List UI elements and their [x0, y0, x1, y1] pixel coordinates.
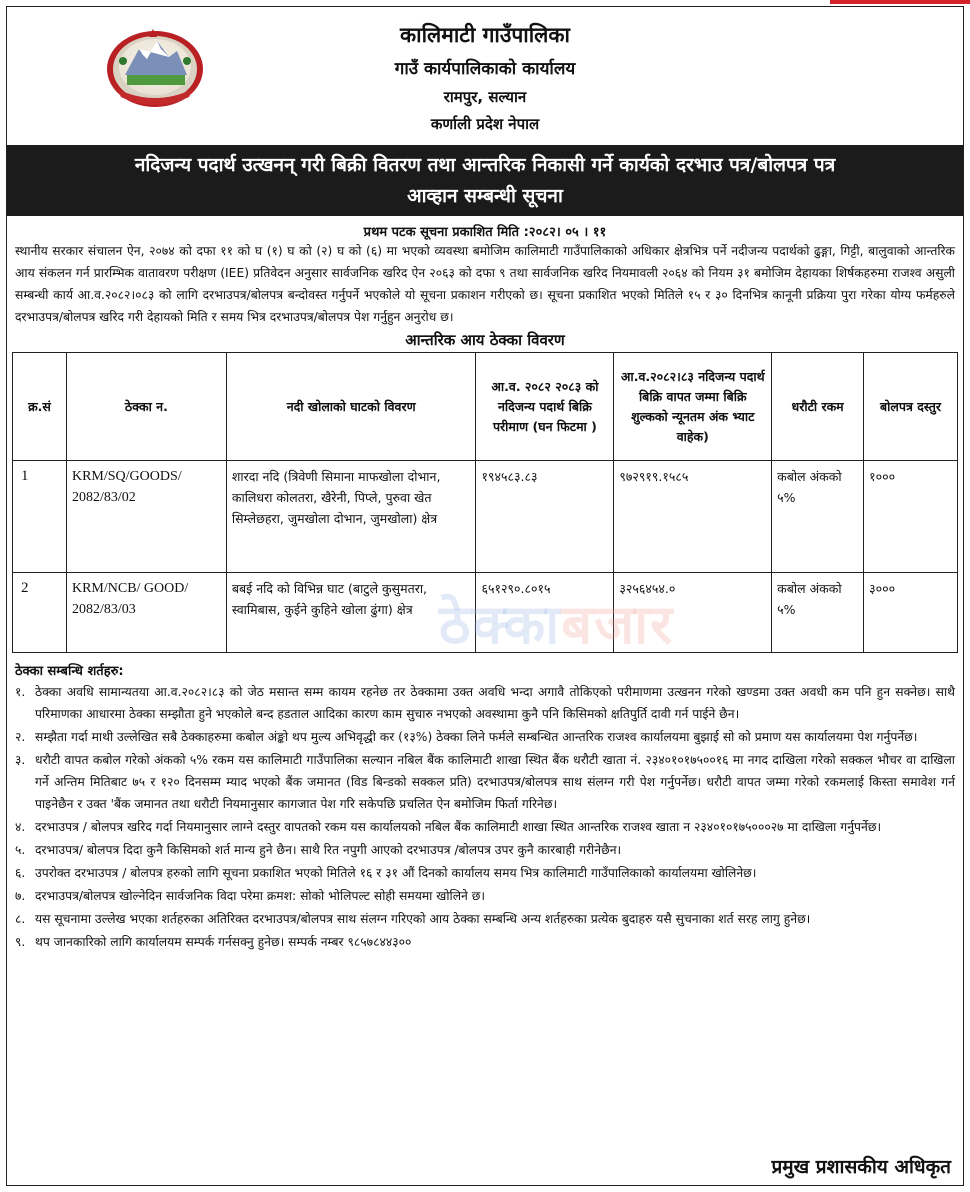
term-text: दरभाउपत्र/बोलपत्र खोल्नेदिन सार्वजनिक विदा परेमा क्रमश: सोको भोलिपल्ट सोही समयमा खोलिने छ।	[35, 889, 486, 903]
row-description: शारदा नदि (त्रिवेणी सिमाना माफखोला दोभान, कालिधरा कोलतरा, खैरेनी, पिप्ले, पुरुवा खेत सिम्लेछहरा, जुमखोला दोभान, जुमखोला) क्षेत्र	[226, 461, 476, 573]
header-contract-no: ठेक्का न.	[66, 353, 226, 461]
term-text: यस सूचनामा उल्लेख भएका शर्तहरुका अतिरिक्त दरभाउपत्र/बोलपत्र साथ संलग्न गरिएको आय ठेक्का सम्बन्धि अन्य शर्तहरुका प्रत्येक बुदाहरु यसै सुचनाका शर्त सरह लागु हुनेछ।	[35, 912, 811, 926]
term-item	[15, 749, 955, 815]
term-marker: ५.	[15, 843, 26, 857]
terms-list	[7, 681, 963, 953]
term-item	[15, 839, 955, 861]
row-sn: 2	[13, 573, 67, 653]
header-description: नदी खोलाको घाटको विवरण	[226, 353, 476, 461]
watermark-part2: बजार	[561, 593, 675, 656]
term-marker: ८.	[15, 912, 26, 926]
row-sn: 1	[13, 461, 67, 573]
term-text: थप जानकारिको लागि कार्यालयम सम्पर्क गर्नसक्नु हुनेछ। सम्पर्क नम्बर ९८५७८४४३००	[35, 935, 412, 949]
province-name: कर्णाली प्रदेश नेपाल	[430, 115, 540, 133]
row-deposit: कबोल अंकको ५%	[772, 461, 864, 573]
row-quantity: ६५१२९०.८०१५	[476, 573, 614, 653]
term-marker: ९.	[15, 935, 26, 949]
org-name: कालिमाटी गाउँपालिका	[400, 23, 570, 47]
row-contract-no: KRM/NCB/ GOOD/ 2082/83/03	[66, 573, 226, 653]
row-fee: १०००	[864, 461, 958, 573]
table-row	[13, 461, 958, 573]
notice-page	[6, 6, 964, 1186]
term-item	[15, 885, 955, 907]
office-address: रामपुर, सल्यान	[443, 88, 527, 106]
term-marker: २.	[15, 730, 26, 744]
row-fee: ३०००	[864, 573, 958, 653]
header-deposit: धरौटी रकम	[772, 353, 864, 461]
header-quantity: आ.व. २०८२ २०८३ को नदिजन्य पदार्थ बिक्रि परीमाण (घन फिटमा )	[476, 353, 614, 461]
office-name: गाउँ कार्यपालिकाको कार्यालय	[394, 59, 576, 79]
terms-heading: ठेक्का सम्बन्धि शर्तहरु:	[15, 664, 124, 679]
term-text: ठेक्का अवधि सामान्यतया आ.व.२०८२।८३ को जेठ मसान्त सम्म कायम रहनेछ तर ठेक्कामा उक्त अवधि भन्दा अगावै तोकिएको परीमाणमा उत्खनन गरेको खण्डमा उक्त अवधी कम पनि हुन सक्नेछ। साथै परिमाणका आधारमा ठेक्का सम्झौता हुने भएकोले बन्द हडताल आदिका कारण काम सुचारु नभएको अवस्थामा कुनै पनि किसिमको क्षतिपुर्ति दावी गर्न पाईने छैन।	[35, 685, 955, 721]
row-contract-no: KRM/SQ/GOODS/ 2082/83/02	[66, 461, 226, 573]
term-item	[15, 816, 955, 838]
row-quantity: १९४५८३.८३	[476, 461, 614, 573]
notice-title	[7, 145, 963, 216]
term-item	[15, 862, 955, 884]
term-text: सम्झैता गर्दा माथी उल्लेखित सबै ठेक्काहरुमा कबोल अंङ्को थप मुल्य अभिवृद्धी कर (१३%) ठेक्का लिने फर्मले सम्बन्धित आन्तरिक राजश्व कार्यालयमा बुझाई सो को प्रमाण यस कार्यालयमा पेश गर्नुपर्नेछ।	[35, 730, 918, 744]
term-marker: ४.	[15, 820, 26, 834]
row-description: बबई नदि को विभिन्न घाट (बाटुले कुसुमतरा, स्वामिबास, कुईने कुहिने खोला ढुंगा) क्षेत्र	[226, 573, 476, 653]
header-min-amount: आ.व.२०८२।८३ नदिजन्य पदार्थ बिक्रि वापत जम्मा बिक्रि शुल्कको न्यूनतम अंक भ्याट वाहेक)	[614, 353, 772, 461]
intro-paragraph: स्थानीय सरकार संचालन ऐन, २०७४ को दफा ११ को घ (१) घ को (२) घ को (६) मा भएको व्यवस्था बमोजिम कालिमाटी गाउँपालिकाको अधिकार क्षेत्रभित्र पर्ने नदीजन्य पदार्थको ढुङ्गा, गिट्टी, बालुवाको आन्तरिक आय संकलन गर्न प्रारम्भिक वातावरण परीक्षण (IEE) प्रतिवेदन अनुसार सार्वजनिक खरिद ऐन २०६३ को दफा ९ तथा सार्वजनिक खरिद नियमावली २०६४ को नियम ३१ बमोजिम देहायका शिर्षकहरुमा राजश्व असुली सम्बन्धी कार्य आ.व.२०८२।०८३ को लागि दरभाउपत्र/बोलपत्र बन्दोवस्त गर्नुपर्ने भएकोले यो सूचना प्रकाशन गरीएको छ। सूचना प्रकाशित भएको मितिले १५ र ३० दिनभित्र कानूनी प्रक्रिया पुरा गरेका योग्य फर्महरुले दरभाउपत्र/बोलपत्र खरिद गरी देहायको मिति र समय भित्र दरभाउपत्र/बोलपत्र पेश गर्नुहुन अनुरोध छ।	[15, 244, 955, 324]
header-sn: क्र.सं	[13, 353, 67, 461]
row-min-amount: ३२५६४५४.०	[614, 573, 772, 653]
term-marker: ६.	[15, 866, 26, 880]
term-text: उपरोक्त दरभाउपत्र / बोलपत्र हरुको लागि सूचना प्रकाशित भएको मितिले १६ र ३१ औं दिनको कार्यालय समय भित्र कालिमाटी गाउँपालिकाको कार्यालयमा खोलिनेछ।	[35, 866, 757, 880]
term-marker: ३.	[15, 753, 26, 767]
corner-mark	[830, 0, 970, 4]
term-item	[15, 726, 955, 748]
watermark-part1: ठेक्का	[439, 593, 562, 656]
term-text: दरभाउपत्र / बोलपत्र खरिद गर्दा नियमानुसार लाग्ने दस्तुर वापतको रकम यस कार्यालयको नबिल बैंक कालिमाटी शाखा स्थित आन्तरिक राजश्व खाता न २३४०१०१७५०००२७ मा दाखिला गर्नुपर्नेछ।	[35, 820, 882, 834]
table-title: आन्तरिक आय ठेक्का विवरण	[405, 331, 565, 349]
header	[7, 7, 963, 145]
row-deposit: कबोल अंकको ५%	[772, 573, 864, 653]
notice-title-line2: आव्हान सम्बन्धी सूचना	[407, 185, 563, 207]
term-item	[15, 908, 955, 930]
term-text: दरभाउपत्र/ बोलपत्र दिदा कुनै किसिमको शर्त मान्य हुने छैन। साथै रित नपुगी आएको दरभाउपत्र /बोलपत्र उपर कुनै कारबाही गरीनेछैन।	[35, 843, 622, 857]
term-item	[15, 681, 955, 725]
term-marker: ७.	[15, 889, 26, 903]
row-min-amount: ९७२९१९.१५८५	[614, 461, 772, 573]
term-marker: १.	[15, 685, 26, 699]
table-header-row	[13, 353, 958, 461]
term-item	[15, 931, 955, 953]
notice-title-line1: नदिजन्य पदार्थ उत्खनन् गरी बिक्री वितरण तथा आन्तरिक निकासी गर्ने कार्यको दरभाउ पत्र/बोलपत्र पत्र	[134, 154, 836, 176]
publication-date: प्रथम पटक सूचना प्रकाशित मिति :२०८२। ०५ । ११	[363, 225, 607, 240]
watermark	[439, 585, 674, 659]
signature-title: प्रमुख प्रशासकीय अधिकृत	[771, 1156, 951, 1178]
header-fee: बोलपत्र दस्तुर	[864, 353, 958, 461]
term-text: धरौटी वापत कबोल गरेको अंकको ५% रकम यस कालिमाटी गाउँपालिका सल्यान नबिल बैंक कालिमाटी शाखा स्थित बैंक धरौटी खाता नं. २३४०१०१७५००१६ मा नगद दाखिला गरेको सक्कल भौचर वा दाखिला गर्ने अन्तिम मितिबाट ७५ र १२० दिनसम्म म्याद भएको बैंक जमानत (विड बिन्डको सक्कल प्रति) दरभाउपत्र/बोलपत्र साथ संलग्न गरी पेश गर्नुपर्नेछ। धरौटी वापत जम्मा गरेको रकमलाई किस्ता समावेश गर्न पाइनेछैन र उक्त 'बैंक जमानत तथा धरौटी नियमानुसार कागजात पेश गरि सकेपछि प्रचलित ऐन बमोजिम फिर्ता गरिनेछ।	[35, 753, 955, 811]
